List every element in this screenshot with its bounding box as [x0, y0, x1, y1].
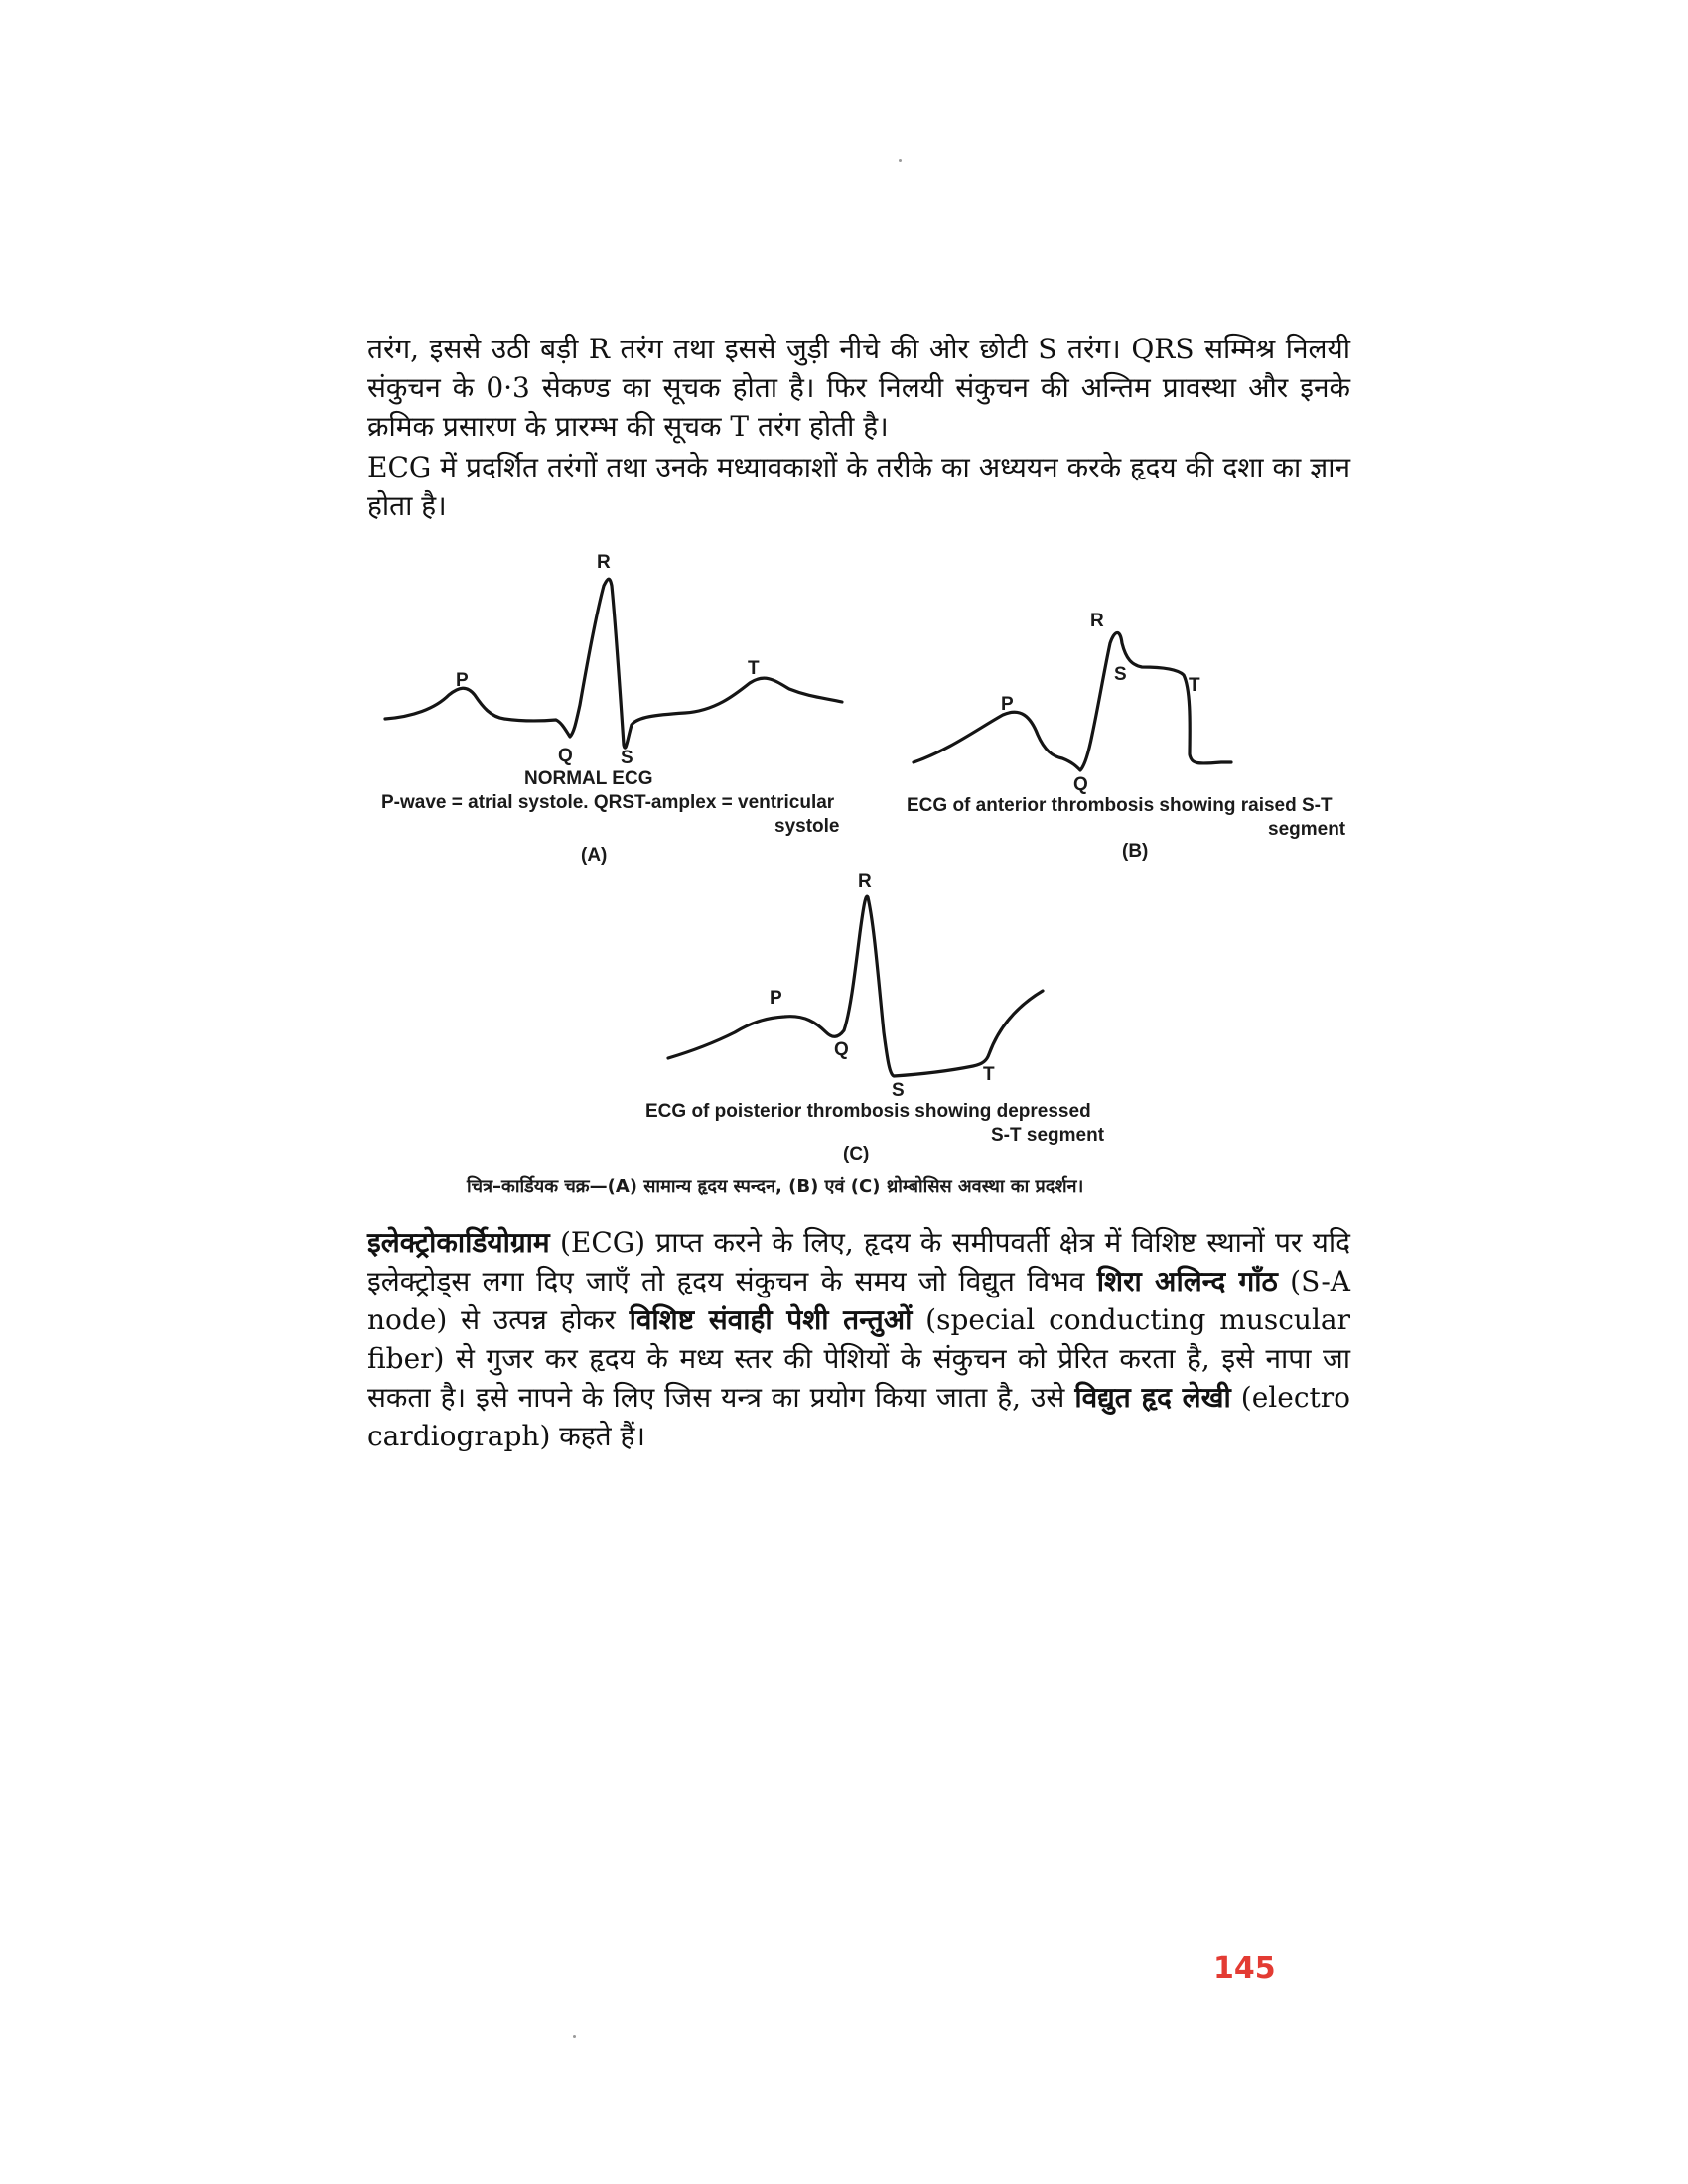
figure-c-caption-line1: ECG of poisterior thrombosis showing depressed [645, 1101, 1091, 1122]
figure-caption: चित्र–कार्डियक चक्र—(A) सामान्य हृदय स्पन्दन, (B) एवं (C) थ्रोम्बोसिस अवस्था का प्रदर्शन। [467, 1176, 1084, 1197]
wave-label-p: P [1001, 694, 1014, 715]
paragraph-text: (special conducting muscular fiber) से गुजर कर हृदय के मध्य स्तर की पेशियों के संकुचन को प्रेरित करता है, इसे नापा जा सकता है। इसे नापने के लिए जिस यन्त्र का प्रयोग किया जाता है, उसे [367, 1303, 1351, 1414]
figure-a-title: NORMAL ECG [524, 768, 653, 789]
wave-label-s: S [621, 748, 633, 768]
wave-label-s: S [1114, 664, 1127, 685]
figure-b-tag: (B) [1122, 841, 1149, 862]
paragraph-ecg-definition [367, 1223, 1350, 1455]
wave-label-q: Q [834, 1039, 849, 1060]
figure-a-caption-line2: systole [774, 816, 840, 837]
wave-label-p: P [456, 670, 469, 691]
wave-label-q: Q [1073, 774, 1088, 795]
figure-b-caption-line2: segment [1268, 819, 1346, 840]
paragraph-ecg-study: ECG में प्रदर्शित तरंगों तथा उनके मध्यावकाशों के तरीके का अध्ययन करके हृदय की दशा का ज्ञान होता है। [367, 451, 1350, 522]
term-conducting-fibers: विशिष्ट संवाही पेशी तन्तुओं [629, 1303, 913, 1336]
wave-label-t: T [1189, 675, 1200, 696]
wave-label-p: P [770, 988, 782, 1009]
paragraph-top: तरंग, इससे उठी बड़ी R तरंग तथा इससे जुड़ी नीचे की ओर छोटी S तरंग। QRS सम्मिश्र निलयी संकुचन के 0·3 सेकण्ड का सूचक होता है। फिर निलयी संकुचन की अन्तिम प्रावस्था और इनके क्रमिक प्रसारण के प्रारम्भ की सूचक T तरंग होती है। [367, 333, 1350, 443]
wave-label-t: T [748, 658, 760, 679]
paragraph-text: (S-A node) से उत्पन्न होकर [367, 1265, 1350, 1336]
figure-c-tag: (C) [843, 1144, 870, 1164]
paragraph-text: (electro cardiograph) कहते हैं। [367, 1381, 1350, 1452]
page-number: 145 [1213, 1951, 1276, 1985]
wave-label-s: S [892, 1080, 905, 1101]
wave-label-r: R [858, 871, 872, 891]
wave-label-r: R [597, 552, 611, 573]
figure-b-caption-line1: ECG of anterior thrombosis showing raised S-T [907, 795, 1333, 816]
term-electrocardiograph: विद्युत हृद लेखी [1074, 1381, 1231, 1414]
term-sa-node: शिरा अलिन्द गाँठ [1096, 1265, 1278, 1297]
wave-label-q: Q [558, 746, 573, 766]
figure-a-caption-line1: P-wave = atrial systole. QRST-amplex = ventricular [381, 792, 835, 813]
term-electrocardiogram: इलेक्ट्रोकार्डियोग्राम [367, 1226, 550, 1259]
wave-label-r: R [1090, 611, 1104, 631]
figure-c-caption-line2: S-T segment [991, 1125, 1105, 1146]
figure-a-tag: (A) [581, 845, 608, 866]
paragraph-text: (ECG) प्राप्त करने के लिए, हृदय के समीपवर्ती क्षेत्र में विशिष्ट स्थानों पर यदि इलेक्ट्रोड्स लगा दिए जाएँ तो हृदय संकुचन के समय जो विद्युत विभव [367, 1226, 1350, 1297]
wave-label-t: T [983, 1064, 995, 1085]
